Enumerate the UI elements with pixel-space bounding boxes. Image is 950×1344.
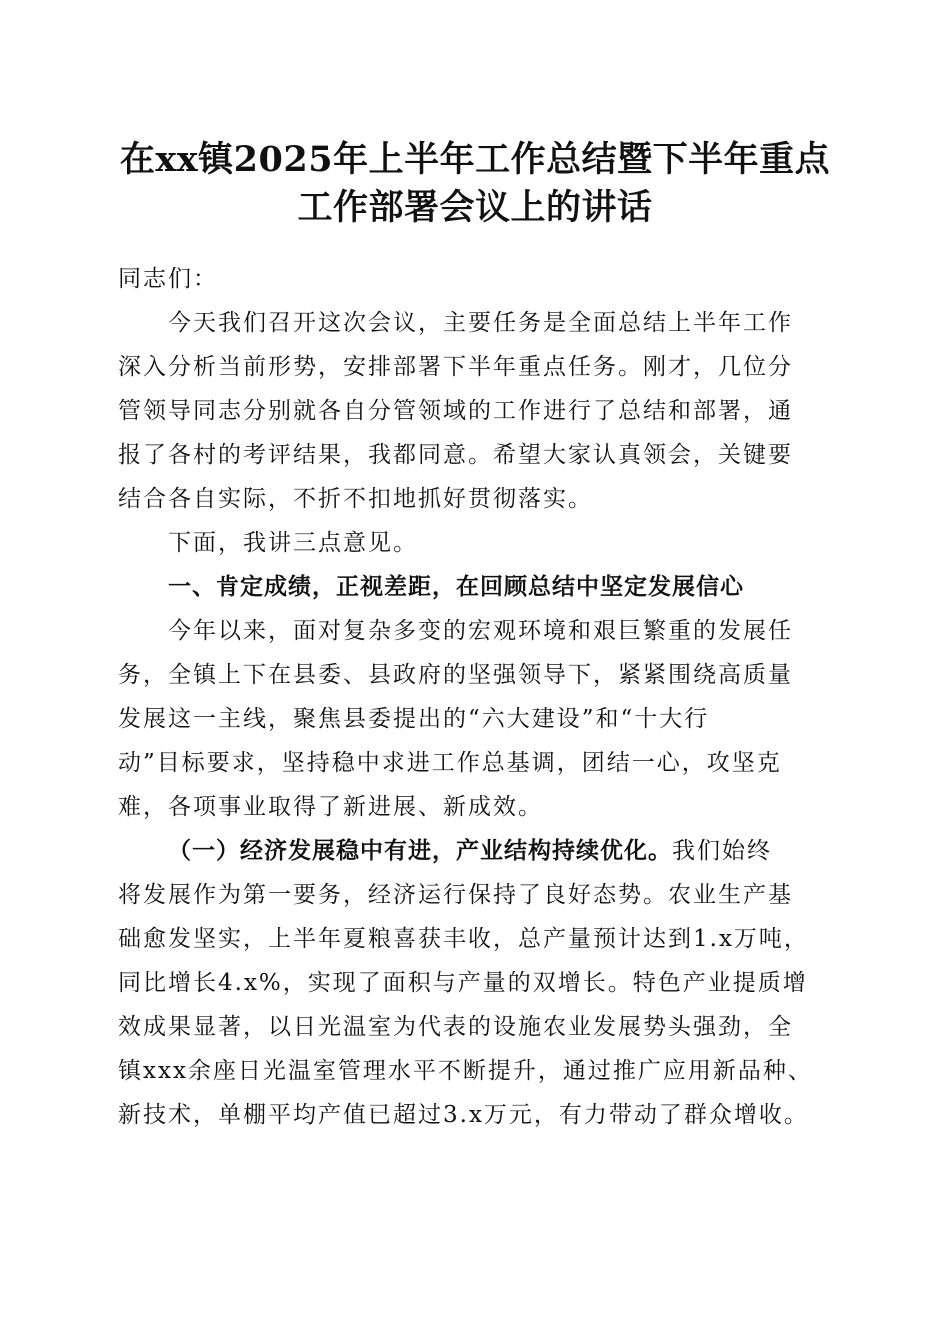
section-1-line: 今年以来，面对复杂多变的宏观环境和艰巨繁重的发展任: [168, 618, 793, 644]
section-1-line: 发展这一主线，聚焦县委提出的“六大建设”和“十大行: [118, 706, 710, 732]
section-1-heading: 一、肯定成绩，正视差距，在回顾总结中坚定发展信心: [168, 574, 744, 600]
intro-line: 今天我们召开这次会议，主要任务是全面总结上半年工作: [168, 310, 793, 336]
section-1-line: 动”目标要求，坚持稳中求进工作总基调，团结一心，攻坚克: [118, 750, 782, 776]
section-1-line: 务，全镇上下在县委、县政府的坚强领导下，紧紧围绕高质量: [118, 662, 793, 688]
section-1-line: 难，各项事业取得了新进展、新成效。: [118, 794, 543, 820]
subsection-1-line: 新技术，单棚平均产值已超过3.x万元，有力带动了群众增收。: [118, 1102, 809, 1128]
salutation: 同志们：: [118, 266, 218, 292]
transition-sentence: 下面，我讲三点意见。: [168, 530, 418, 556]
document-body: [118, 257, 830, 1137]
subsection-1-first-line-rest: 我们始终: [672, 838, 772, 864]
intro-line: 报了各村的考评结果，我都同意。希望大家认真领会，关键要: [118, 442, 793, 468]
intro-line: 结合各自实际，不折不扣地抓好贯彻落实。: [118, 486, 593, 512]
subsection-1-heading: （一）经济发展稳中有进，产业结构持续优化。: [168, 838, 672, 864]
intro-line: 管领导同志分别就各自分管领域的工作进行了总结和部署，通: [118, 398, 793, 424]
subsection-1-first-line: [118, 829, 830, 873]
subsection-1-line: 将发展作为第一要务，经济运行保持了良好态势。农业生产基: [118, 882, 793, 908]
subsection-1-line: 镇xxx余座日光温室管理水平不断提升，通过推广应用新品种、: [118, 1058, 813, 1084]
intro-line: 深入分析当前形势，安排部署下半年重点任务。刚才，几位分: [118, 354, 793, 380]
subsection-1-line: 效成果显著，以日光温室为代表的设施农业发展势头强劲，全: [118, 1014, 793, 1040]
title-line-2: 工作部署会议上的讲话: [297, 187, 653, 228]
document-title: [100, 136, 850, 232]
subsection-1-line: 同比增长4.x%，实现了面积与产量的双增长。特色产业提质增: [118, 970, 808, 996]
subsection-1-line: 础愈发坚实，上半年夏粮喜获丰收，总产量预计达到1.x万吨，: [118, 926, 809, 952]
title-line-1: 在xx镇2025年上半年工作总结暨下半年重点: [119, 139, 831, 180]
